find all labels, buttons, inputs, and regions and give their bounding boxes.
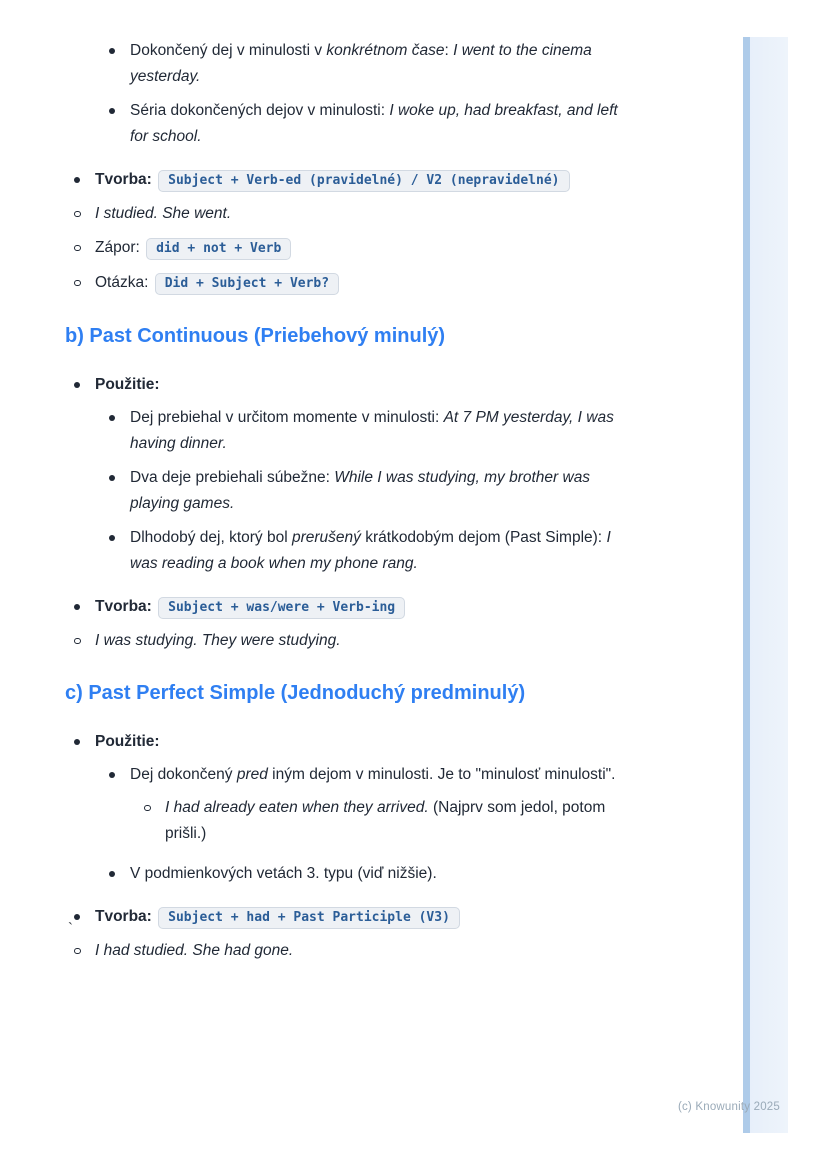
text-segment (152, 598, 156, 615)
list-item (0, 465, 640, 517)
list-item (0, 729, 640, 887)
list-item (0, 270, 640, 297)
form-examples-list (0, 628, 640, 654)
text-segment: Použitie: (95, 376, 160, 393)
list-item (0, 235, 640, 262)
list-item (0, 795, 640, 847)
past-perfect-form-list (0, 904, 640, 964)
text-segment: Séria dokončených dejov v minulosti: (130, 102, 390, 119)
usage-label (95, 729, 640, 755)
usage-label (95, 372, 640, 398)
form-label (95, 167, 640, 194)
usage-text (130, 762, 640, 788)
section-heading-past-continuous: b) Past Continuous (Priebehový minulý) (65, 325, 446, 347)
form-examples-list (0, 201, 640, 297)
text-segment: Tvorba: (95, 171, 152, 188)
list-item (0, 594, 640, 654)
text-segment: Dlhodobý dej, ktorý bol (130, 529, 292, 546)
past-simple-form-list (0, 167, 640, 297)
list-item (0, 405, 640, 457)
text-segment: konkrétnom čase (326, 42, 445, 59)
text-segment: krátkodobým dejom (Past Simple): (360, 529, 607, 546)
list-item (0, 38, 640, 90)
text-segment: V podmienkových vetách 3. typu (viď nižšie). (130, 865, 437, 882)
form-examples-list (0, 938, 640, 964)
text-segment: Dej dokončený (130, 766, 237, 783)
text-segment: I had studied. She had gone. (95, 942, 294, 959)
list-item (0, 372, 640, 577)
list-item (0, 525, 640, 577)
text-segment: pred (236, 766, 268, 783)
text-segment: Tvorba: (95, 908, 152, 925)
text-segment: (Najprv som jedol, potom prišli.) (165, 799, 606, 842)
code-badge: Subject + had + Past Participle (V3) (158, 907, 460, 929)
text-segment: iným dejom v minulosti. Je to "minulosť minulosti". (267, 766, 616, 783)
text-segment: I was reading a book when my phone rang. (130, 529, 611, 572)
stray-backtick-character: ` (68, 920, 73, 937)
past-perfect-usage-list (0, 729, 640, 887)
section-heading-past-perfect: c) Past Perfect Simple (Jednoduchý predminulý) (65, 682, 526, 704)
list-item (0, 762, 640, 847)
form-label (95, 594, 640, 621)
text-segment: Dej prebiehal v určitom momente v minulosti: (130, 409, 444, 426)
text-segment: Otázka: (95, 274, 153, 291)
usage-sub-example-list (0, 795, 640, 847)
text-segment: I woke up, had breakfast, and left for school. (130, 102, 618, 145)
list-item (0, 98, 640, 150)
list-item (0, 938, 640, 964)
text-segment: I was studying. They were studying. (95, 632, 341, 649)
usage-examples-list (0, 405, 640, 577)
text-segment: I went to the cinema yesterday. (130, 42, 592, 85)
code-badge: Subject + Verb-ed (pravidelné) / V2 (nepravidelné) (158, 170, 569, 192)
text-segment: : (444, 42, 454, 59)
text-segment: Zápor: (95, 239, 145, 256)
next-page-preview (750, 37, 788, 1133)
code-badge: Subject + was/were + Verb-ing (158, 597, 405, 619)
text-segment: I had already eaten when they arrived. (165, 799, 429, 816)
text-segment: I studied. She went. (95, 205, 232, 222)
list-item (0, 861, 640, 887)
text-segment: Dokončený dej v minulosti v (130, 42, 327, 59)
text-segment: While I was studying, my brother was playing games. (130, 469, 591, 512)
text-segment (152, 908, 156, 925)
footer-copyright: (c) Knowunity 2025 (677, 1101, 780, 1113)
list-item (0, 904, 640, 964)
list-item (0, 167, 640, 297)
document-content (0, 38, 640, 981)
code-badge: did + not + Verb (146, 238, 291, 260)
past-continuous-usage-list (0, 372, 640, 577)
past-continuous-form-list (0, 594, 640, 654)
text-segment: Tvorba: (95, 598, 152, 615)
text-segment: prerušený (291, 529, 361, 546)
text-segment: Použitie: (95, 733, 160, 750)
text-segment (152, 171, 156, 188)
code-badge: Did + Subject + Verb? (155, 273, 339, 295)
page-edge-strip (743, 37, 750, 1133)
list-item (0, 201, 640, 227)
text-segment: Dva deje prebiehali súbežne: (130, 469, 335, 486)
usage-examples-list (0, 762, 640, 887)
past-simple-usage-list (0, 38, 640, 150)
text-segment: At 7 PM yesterday, I was having dinner. (130, 409, 614, 452)
list-item (0, 628, 640, 654)
form-label (95, 904, 640, 931)
